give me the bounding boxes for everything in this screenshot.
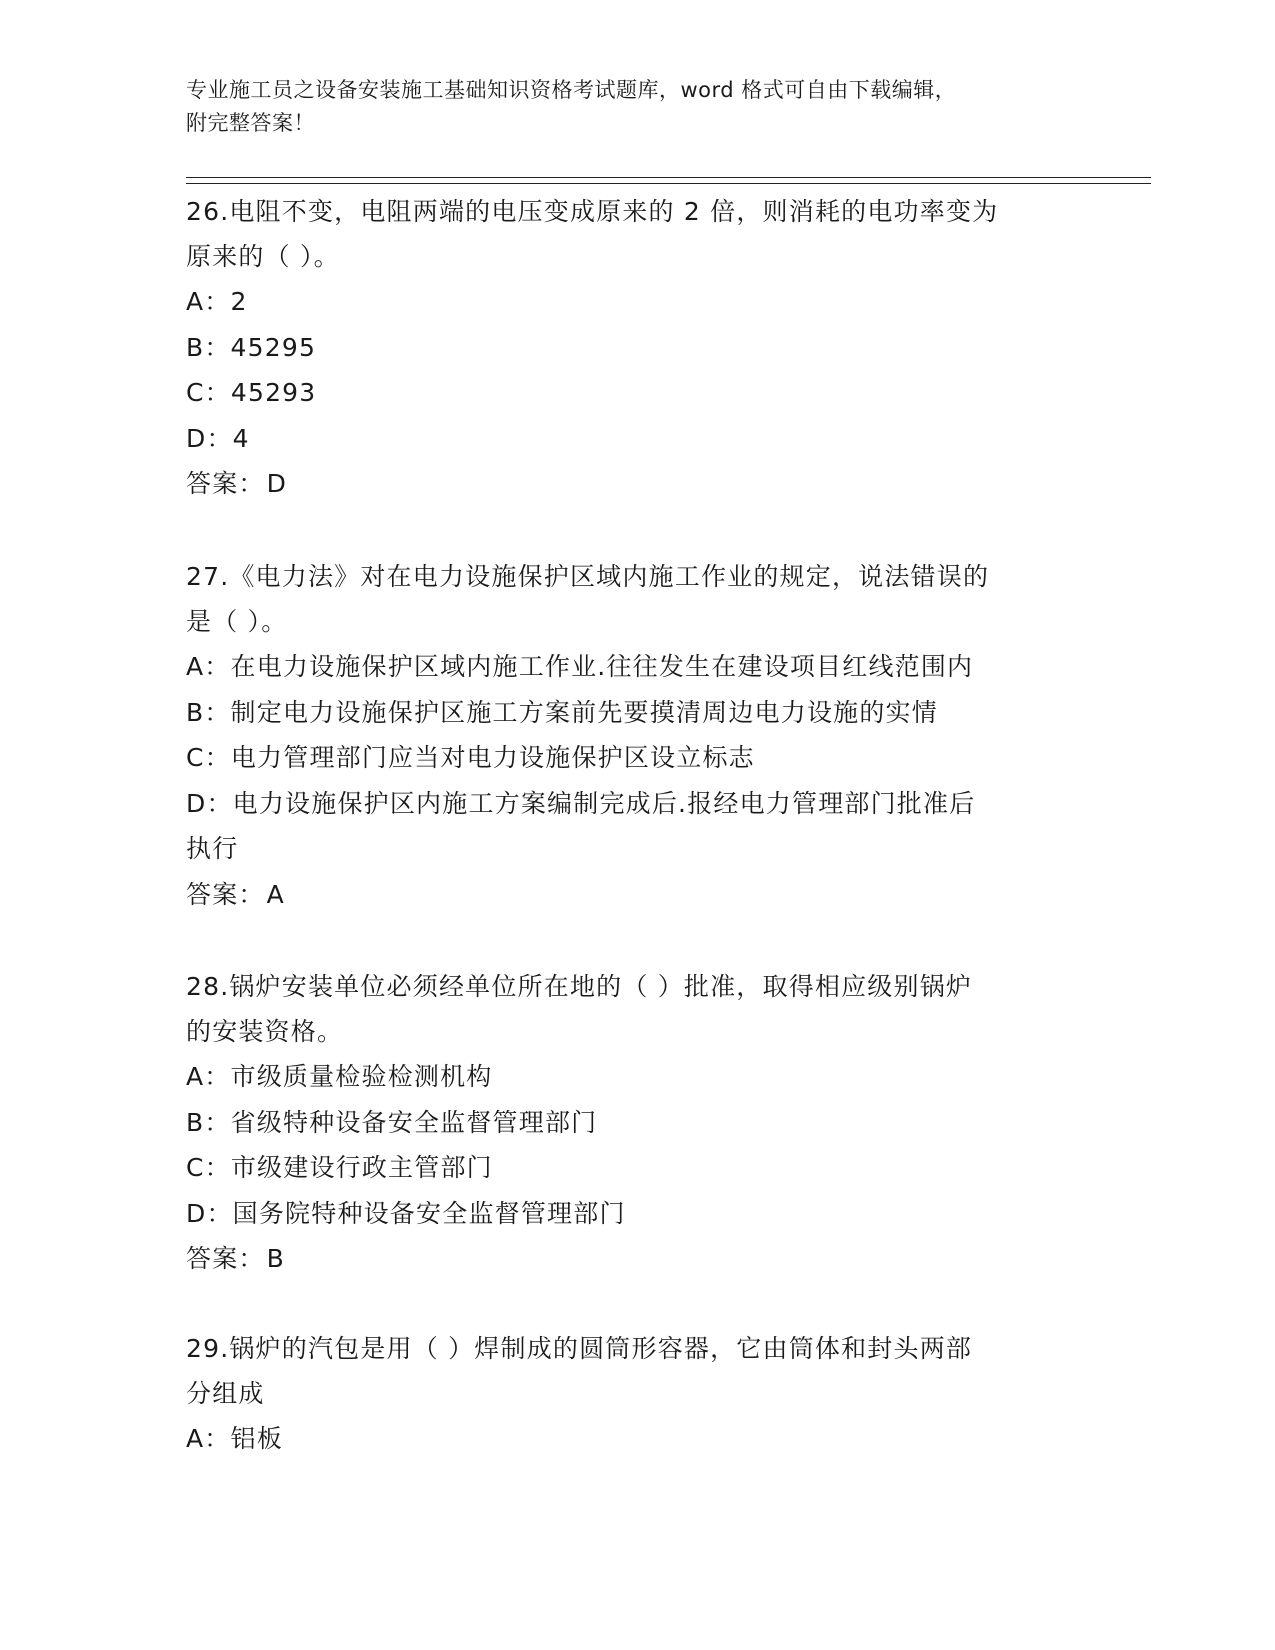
answer-label: 答案： (186, 1244, 265, 1273)
option-d: D：电力设施保护区内施工方案编制完成后.报经电力管理部门批准后 (186, 788, 976, 818)
question-26 (186, 189, 1076, 506)
option-d-continuation: 执行 (186, 834, 239, 863)
answer-value: B (266, 1244, 285, 1273)
option-c: C：45293 (186, 378, 317, 407)
question-stem-line-1: 28.锅炉安装单位必须经单位所在地的（ ）批准，取得相应级别锅炉 (186, 972, 973, 1001)
document-header (186, 74, 1066, 140)
option-a: A：在电力设施保护区域内施工作业.往往发生在建设项目红线范围内 (186, 652, 974, 681)
question-stem-line-1: 27.《电力法》对在电力设施保护区域内施工作业的规定，说法错误的 (186, 562, 990, 591)
option-b: B：45295 (186, 332, 317, 362)
header-divider-bottom (186, 183, 1151, 184)
option-d: D：4 (186, 423, 250, 453)
option-a: A：2 (186, 287, 248, 316)
question-stem-line-2: 是（ ）。 (186, 607, 288, 636)
question-29 (186, 1326, 1076, 1462)
option-c: C：电力管理部门应当对电力设施保护区设立标志 (186, 743, 755, 772)
answer (186, 461, 1076, 506)
answer-value: D (266, 469, 288, 498)
header-divider-top (186, 177, 1151, 178)
option-d: D：国务院特种设备安全监督管理部门 (186, 1198, 626, 1228)
question-28 (186, 964, 1076, 1281)
answer (186, 1236, 1076, 1281)
option-c: C：市级建设行政主管部门 (186, 1153, 493, 1182)
option-a: A：市级质量检验检测机构 (186, 1062, 493, 1091)
option-b: B：省级特种设备安全监督管理部门 (186, 1107, 598, 1137)
option-b: B：制定电力设施保护区施工方案前先要摸清周边电力设施的实情 (186, 697, 938, 727)
answer-value: A (266, 879, 285, 909)
answer (186, 872, 1076, 917)
header-line-1: 专业施工员之设备安装施工基础知识资格考试题库，word 格式可自由下载编辑， (186, 78, 957, 102)
question-stem-line-2: 原来的（ ）。 (186, 242, 340, 271)
answer-label: 答案： (186, 879, 265, 909)
question-stem-line-2: 分组成 (186, 1379, 265, 1408)
question-27 (186, 554, 1076, 917)
question-stem-line-1: 29.锅炉的汽包是用（ ）焊制成的圆筒形容器，它由筒体和封头两部 (186, 1334, 973, 1363)
answer-label: 答案： (186, 469, 265, 498)
question-stem-line-2: 的安装资格。 (186, 1017, 344, 1046)
question-stem-line-1: 26.电阻不变，电阻两端的电压变成原来的 2 倍，则消耗的电功率变为 (186, 197, 999, 226)
header-line-2: 附完整答案！ (186, 111, 315, 135)
option-a: A：铝板 (186, 1424, 283, 1453)
